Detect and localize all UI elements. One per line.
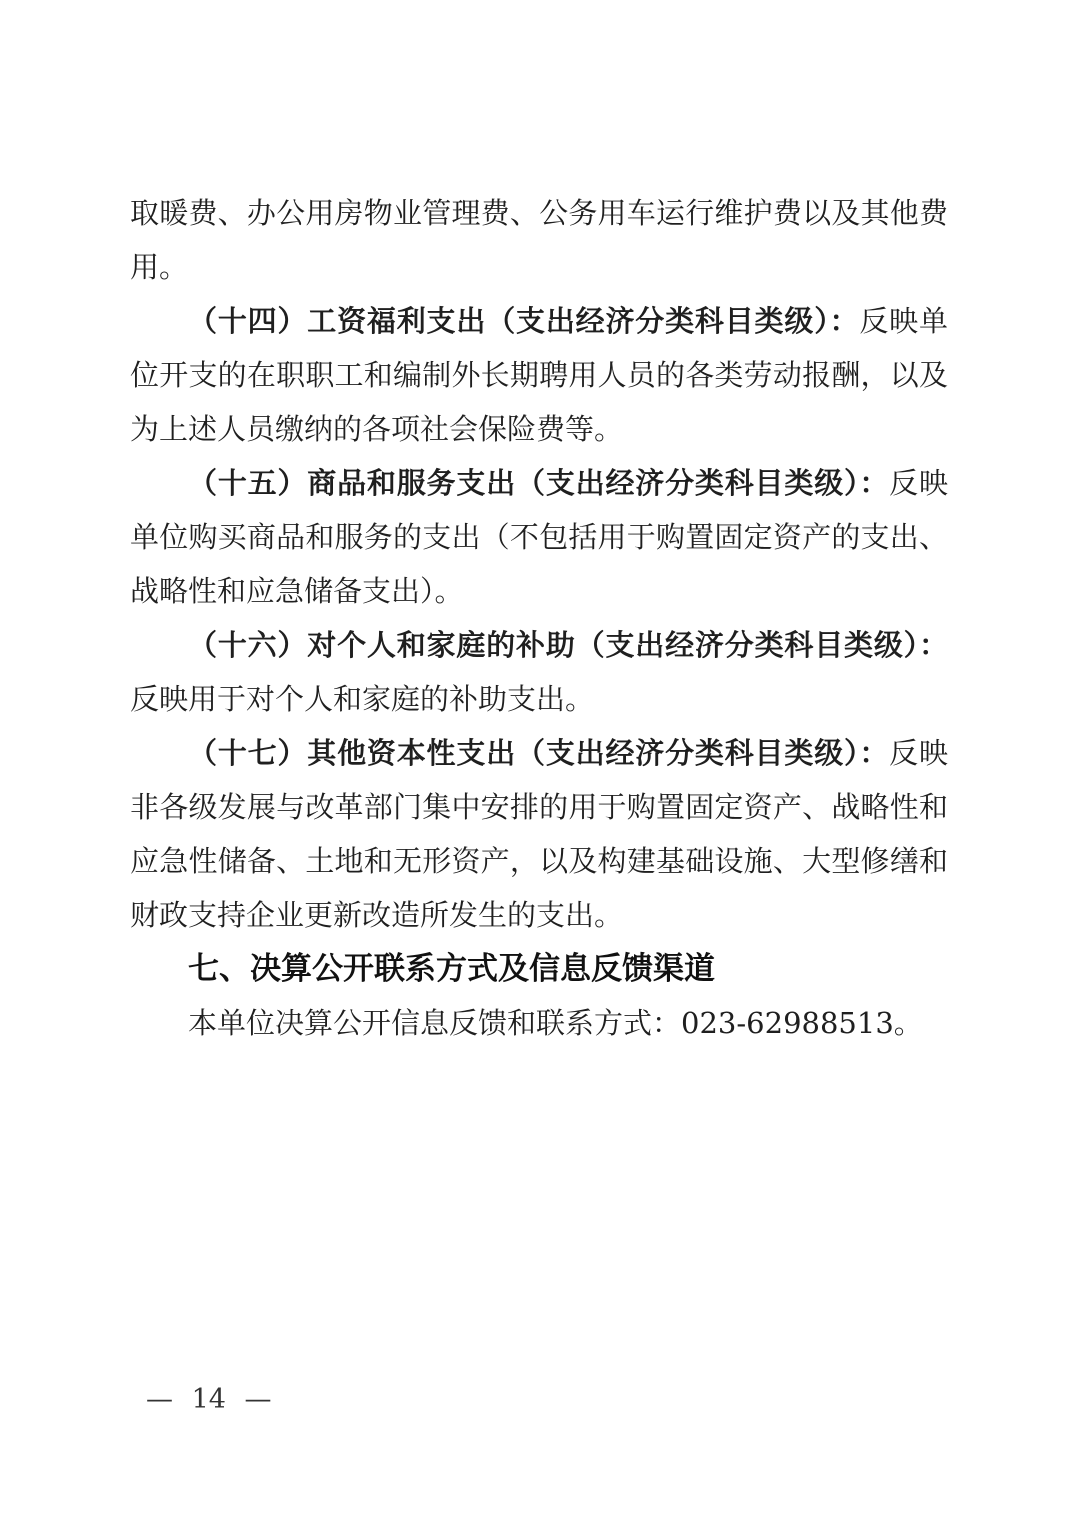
paragraph-lead: （十六）对个人和家庭的补助（支出经济分类科目类级）： [188, 628, 948, 662]
paragraph-text: 反映 [889, 466, 948, 500]
paragraph-lead: （十四）工资福利支出（支出经济分类科目类级）： [188, 304, 860, 338]
document-line: 用。 [130, 250, 189, 284]
contact-phone-number: 023-62988513 [681, 1006, 894, 1040]
document-line: 反映用于对个人和家庭的补助支出。 [130, 682, 595, 716]
document-line: 应急性储备、土地和无形资产，以及构建基础设施、大型修缮和 [130, 844, 948, 878]
contact-line [130, 996, 948, 1050]
contact-label: 本单位决算公开信息反馈和联系方式： [188, 1006, 682, 1040]
paragraph-lead: （十七）其他资本性支出（支出经济分类科目类级）： [188, 736, 890, 770]
document-line: 战略性和应急储备支出）。 [130, 574, 464, 608]
document-line: 非各级发展与改革部门集中安排的用于购置固定资产、战略性和 [130, 790, 948, 824]
text-block [130, 186, 948, 1050]
page-number: — 14 — [146, 1384, 272, 1415]
contact-suffix: 。 [893, 1006, 923, 1040]
document-line: 财政支持企业更新改造所发生的支出。 [130, 898, 624, 932]
document-line [130, 726, 948, 780]
paragraph-text: 反映单 [859, 304, 948, 338]
paragraph-lead: （十五）商品和服务支出（支出经济分类科目类级）： [188, 466, 890, 500]
document-line [130, 618, 948, 672]
document-line [130, 456, 948, 510]
paragraph-text: 反映 [889, 736, 948, 770]
document-line: 位开支的在职职工和编制外长期聘用人员的各类劳动报酬，以及 [130, 358, 948, 392]
document-line: 为上述人员缴纳的各项社会保险费等。 [130, 412, 624, 446]
document-line: 取暖费、办公用房物业管理费、公务用车运行维护费以及其他费 [130, 196, 948, 230]
document-line [130, 294, 948, 348]
document-line: 单位购买商品和服务的支出（不包括用于购置固定资产的支出、 [130, 520, 948, 554]
section-heading: 七、决算公开联系方式及信息反馈渠道 [188, 951, 715, 987]
